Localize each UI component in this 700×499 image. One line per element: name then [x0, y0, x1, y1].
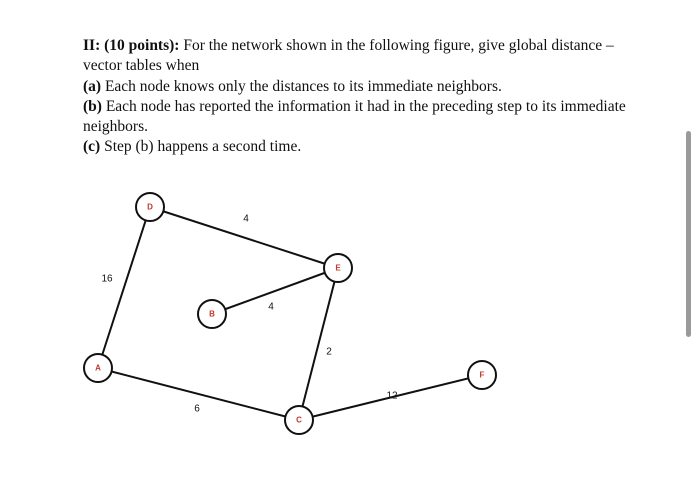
node-e-label: E: [335, 263, 341, 273]
edge-weights: [101, 214, 398, 415]
question-intro-text: For the network shown in the following figure, give global distance – vector tables when: [83, 37, 614, 75]
node-b[interactable]: [198, 300, 226, 328]
part-c-text: Step (b) happens a second time.: [100, 138, 302, 156]
edge-d-a: [98, 207, 150, 368]
nodes: [84, 193, 496, 434]
node-d[interactable]: [136, 193, 164, 221]
weight-b-e: 4: [268, 301, 274, 313]
node-d-label: D: [147, 202, 153, 212]
part-b-label: (b): [83, 97, 102, 115]
part-b-text: Each node has reported the information it had in the preceding step to its immediate neighbors.: [83, 97, 626, 136]
node-a-label: A: [95, 363, 101, 373]
node-f-label: F: [479, 370, 485, 380]
weight-e-c: 2: [326, 346, 332, 358]
weight-c-f: 12: [386, 390, 398, 402]
weight-d-a: 16: [101, 273, 113, 285]
edge-b-e: [212, 268, 338, 314]
weight-d-e: 4: [243, 213, 249, 225]
node-f[interactable]: [468, 361, 496, 389]
part-c-label: (c): [83, 138, 101, 156]
node-e[interactable]: [324, 254, 352, 282]
node-c[interactable]: [285, 406, 313, 434]
node-b-label: B: [209, 309, 215, 319]
weight-a-c: 6: [194, 403, 200, 415]
node-a[interactable]: [84, 354, 112, 382]
question-heading: II: (10 points):: [83, 37, 180, 54]
edges: [98, 207, 482, 420]
edge-e-c: [299, 268, 338, 420]
part-a-label: (a): [83, 77, 102, 95]
part-a-text: Each node knows only the distances to its immediate neighbors.: [101, 77, 502, 95]
node-c-label: C: [296, 415, 302, 425]
